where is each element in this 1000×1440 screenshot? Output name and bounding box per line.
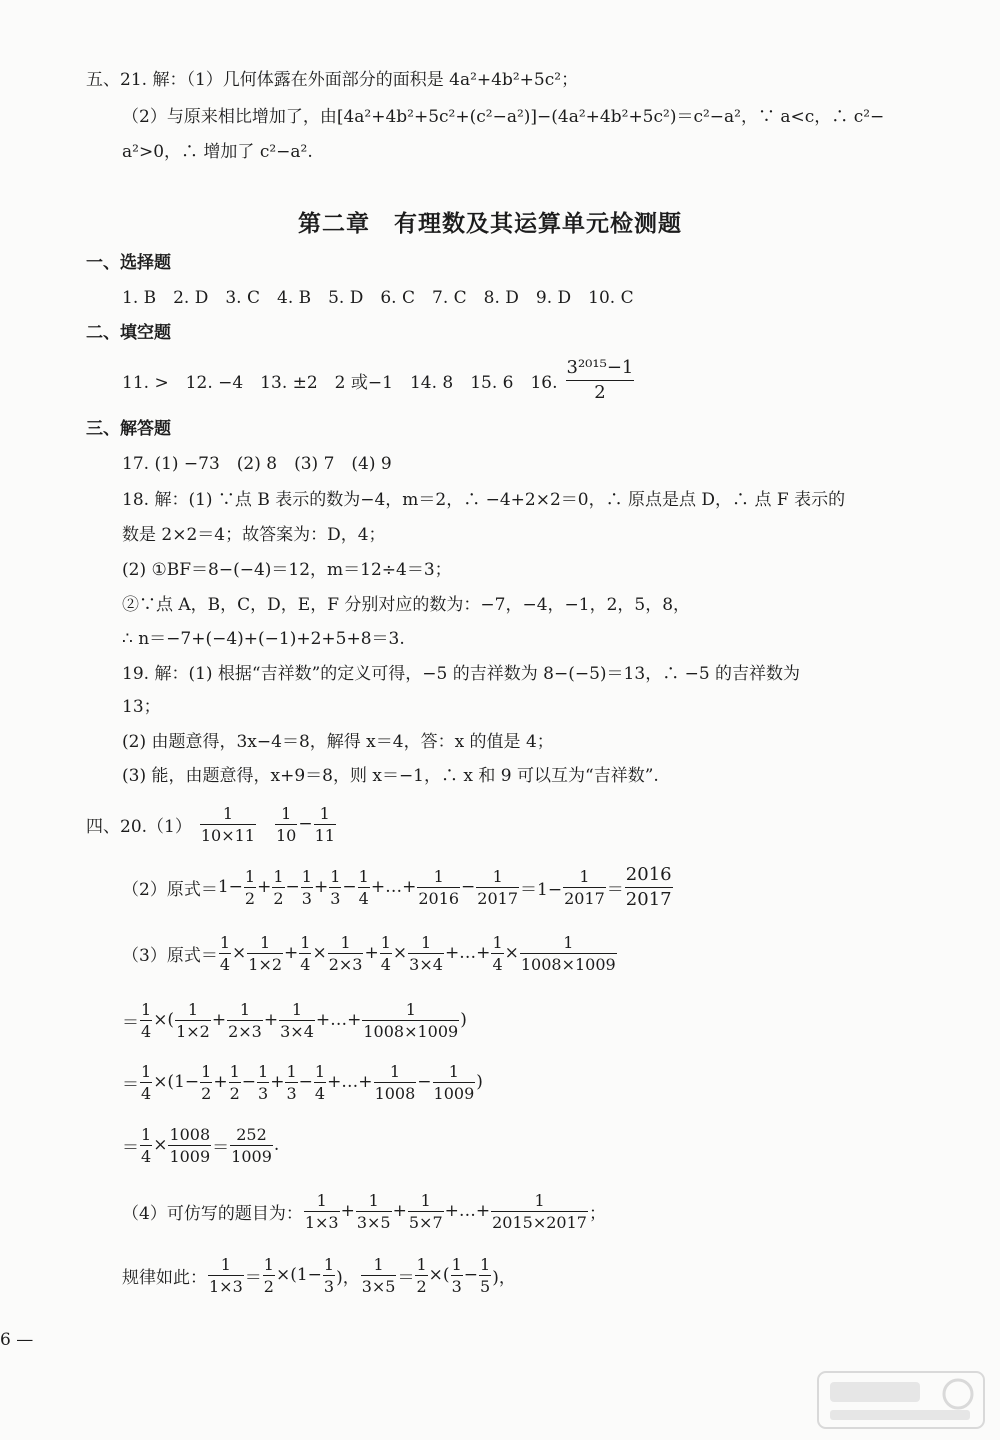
q21-line2: （2）与原来相比增加了，由[4a²+4b²+5c²+(c²−a²)]−(4a²+4b²+5c²)＝c²−a²，∵ a<c，∴ c²− <box>122 107 885 127</box>
q20-rule-label: 规律如此： <box>122 1267 207 1288</box>
choice-answers: 1. B 2. D 3. C 4. B 5. D 6. C 7. C 8. D 9. D 10. C <box>122 288 634 308</box>
q18-line2: 数是 2×2＝4；故答案为：D，4； <box>122 525 386 545</box>
q18-line1: 18. 解：(1) ∵点 B 表示的数为−4，m＝2，∴ −4+2×2＝0，∴ 原点是点 D，∴ 点 F 表示的 <box>122 490 846 510</box>
fraction-q16-den: 2 <box>594 381 606 403</box>
watermark-logo <box>816 1370 986 1430</box>
fraction: $\frac{1}{11}$ <box>314 803 335 845</box>
page-number: 6 — <box>0 1330 34 1350</box>
fraction-q16-num: 3²⁰¹⁵−1 <box>566 356 635 381</box>
q20-part3-step4: ＝ $\frac{1}{4}$ × $\frac{1008}{1009}$ ＝ $\frac{252}{1009}$ . <box>122 1124 280 1166</box>
q18-line4: ②∵点 A，B，C，D，E，F 分别对应的数为：−7，−4，−1，2，5，8， <box>122 595 691 615</box>
fraction: $\frac{1}{10}$ <box>275 803 297 845</box>
q20-part4-label: （4）可仿写的题目为： <box>122 1203 303 1224</box>
q19-line3: (2) 由题意得，3x−4＝8，解得 x＝4，答：x 的值是 4； <box>122 732 554 752</box>
q20-label: 四、20.（1） <box>86 816 192 837</box>
fill-answers-text: 11. > 12. −4 13. ±2 2 或−1 14. 8 15. 6 16. <box>122 372 558 393</box>
q18-line3: (2) ①BF＝8−(−4)＝12，m＝12÷4＝3； <box>122 560 452 580</box>
q19-line1: 19. 解：(1) 根据“吉祥数”的定义可得，−5 的吉祥数为 8−(−5)＝13，∴ −5 的吉祥数为 <box>122 664 801 684</box>
q20-part3: （3）原式＝ $\frac{1}{4}$ × $\frac{1}{1\times 2}$ + $\frac{1}{4}$ × $\frac{1}{2\times 3}$ + $\frac{1}{4}$ × $\frac{1}{3\times 4}$ +…+ $\frac{1}{4}$ × $\frac{1}{1008\times 1009}$ <box>122 932 616 974</box>
fill-answers <box>122 355 635 405</box>
section-choice-heading: 一、选择题 <box>86 253 171 273</box>
q20-rule: 规律如此： $\frac{1}{1\times 3}$ ＝ $\frac{1}{2}$ ×(1− $\frac{1}{3}$ )， $\frac{1}{3\times 5}$ ＝ $\frac{1}{2}$ ×( $\frac{1}{3}$ − $\frac{1}{5}$ )， <box>122 1254 516 1296</box>
q20-part3-label: （3）原式＝ <box>122 945 218 966</box>
q19-line2: 13； <box>122 697 161 717</box>
section-solve-heading: 三、解答题 <box>86 419 171 439</box>
q19-line4: (3) 能，由题意得，x+9＝8，则 x＝−1，∴ x 和 9 可以互为“吉祥数”. <box>122 766 659 786</box>
chapter-title: 第二章 有理数及其运算单元检测题 <box>298 211 682 237</box>
fraction-q16 <box>566 356 635 405</box>
q20-part3-step3: ＝ $\frac{1}{4}$ ×(1− $\frac{1}{2}$ + $\frac{1}{2}$ − $\frac{1}{3}$ + $\frac{1}{3}$ − $\frac{1}{4}$ +…+ $\frac{1}{1008}$ − $\frac{1}{1009}$ ) <box>122 1061 483 1103</box>
q20-part2-label: （2）原式＝ <box>122 879 218 900</box>
q20-part1: 四、20.（1） $\frac{1}{10\times 11}$ $\frac{1}{10}$ − $\frac{1}{11}$ <box>86 803 335 845</box>
fraction: $\frac{1}{10\times 11}$ <box>200 803 255 845</box>
q21-line3: a²>0，∴ 增加了 c²−a². <box>122 142 313 162</box>
q20-part3-step2: ＝ $\frac{1}{4}$ ×( $\frac{1}{1\times 2}$ + $\frac{1}{2\times 3}$ + $\frac{1}{3\times 4}$ +…+ $\frac{1}{1008\times 1009}$ ) <box>122 999 467 1041</box>
q20-part4: （4）可仿写的题目为： $\frac{1}{1\times 3}$ + $\frac{1}{3\times 5}$ + $\frac{1}{5\times 7}$ +…+ $\frac{1}{2015\times 2017}$ ； <box>122 1190 606 1232</box>
q17: 17. (1) −73 (2) 8 (3) 7 (4) 9 <box>122 454 392 474</box>
section-fill-heading: 二、填空题 <box>86 323 171 343</box>
q18-line5: ∴ n＝−7+(−4)+(−1)+2+5+8＝3. <box>122 629 405 649</box>
q21-line1: 五、21. 解：（1）几何体露在外面部分的面积是 4a²+4b²+5c²； <box>86 70 579 90</box>
q20-part2: （2）原式＝ 1− $\frac{1}{2}$ + $\frac{1}{2}$ − $\frac{1}{3}$ + $\frac{1}{3}$ − $\frac{1}{4}$ +…+ $\frac{1}{2016}$ − $\frac{1}{2017}$ ＝1− $\frac{1}{2017}$ ＝ $\frac{2016}{2017}$ <box>122 863 672 910</box>
